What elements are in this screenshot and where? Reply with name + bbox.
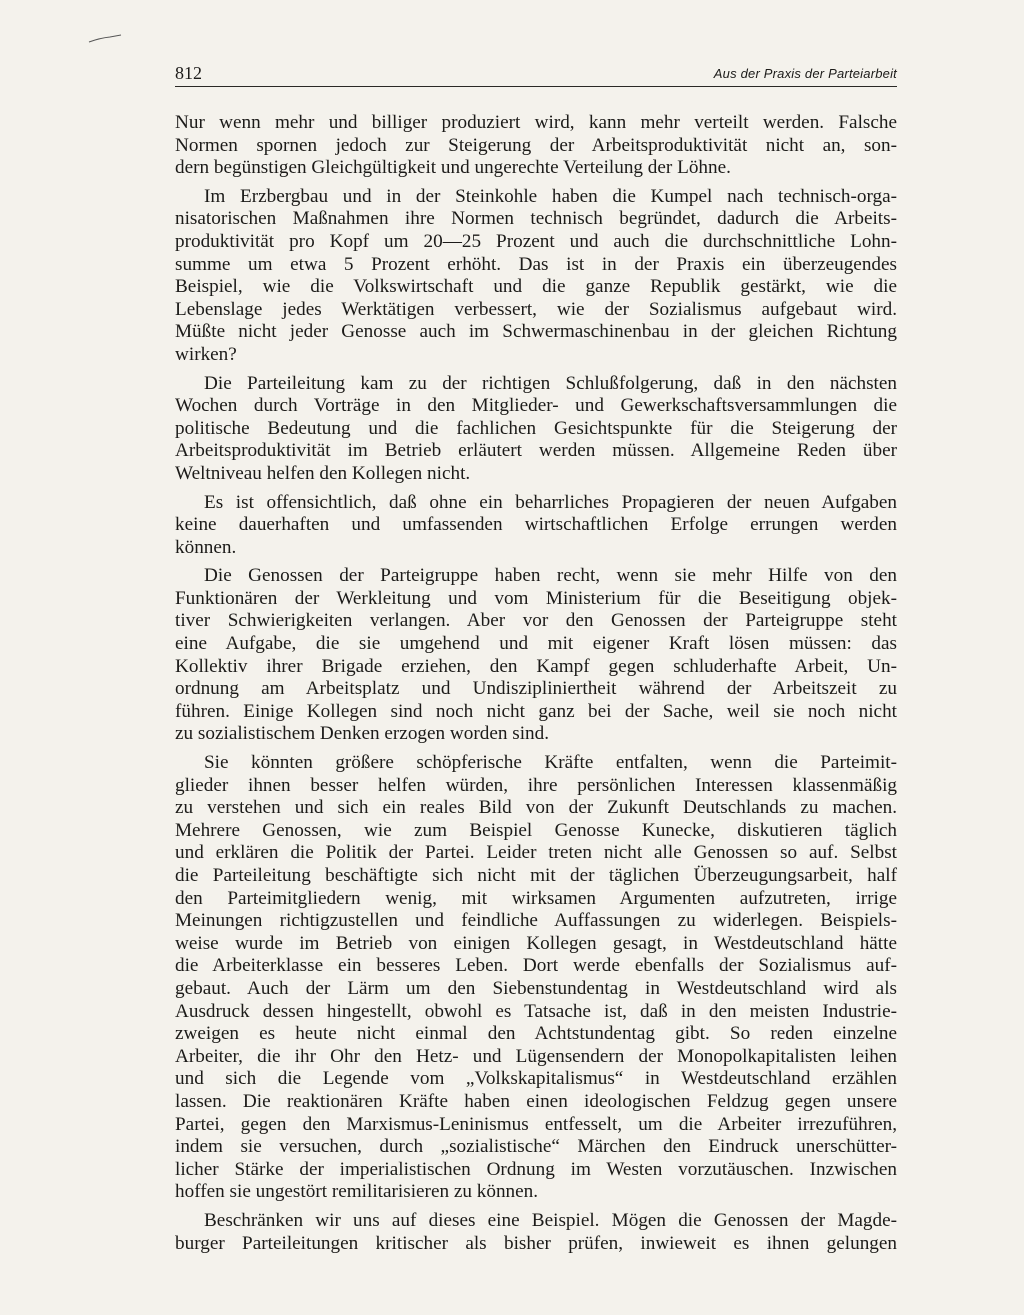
text-line: glieder ihnen besser helfen würden, ihre persönlichen Interessen klassenmäßig [175,774,897,796]
body-text [175,112,897,1261]
text-line: führen. Einige Kollegen sind noch nicht ganz bei der Sache, weil sie noch nicht [175,700,897,722]
text-line: Beispiel, wie die Volkswirtschaft und die ganze Republik gestärkt, wie die [175,276,897,298]
paragraph [175,112,897,180]
text-line: und erklären die Politik der Partei. Leider treten nicht alle Genossen so auf. Selbst [175,842,897,864]
text-line: eine Aufgabe, die sie umgehend und mit eigener Kraft lösen müssen: das [175,633,897,655]
text-line: Lebenslage jedes Werktätigen verbessert, wie der Sozialismus aufgebaut wird. [175,298,897,320]
text-line: gebaut. Auch der Lärm um den Siebenstundentag in Westdeutschland wird als [175,977,897,999]
text-line: Mehrere Genossen, wie zum Beispiel Genosse Kunecke, diskutieren täglich [175,819,897,841]
text-line: Wochen durch Vorträge in den Mitglieder- und Gewerkschaftsversammlungen die [175,395,897,417]
paragraph [175,373,897,486]
scan-mark [88,34,122,44]
text-line: zu sozialistischem Denken erzogen worden sind. [175,723,550,745]
paragraph [175,492,897,560]
page-header [175,62,897,87]
paragraph [175,1210,897,1255]
text-line: Meinungen richtigzustellen und feindliche Auffassungen zu widerlegen. Beispiels- [175,910,897,932]
text-line: burger Parteileitungen kritischer als bisher prüfen, inwieweit es ihnen gelungen [175,1232,897,1254]
text-line: keine dauerhaften und umfassenden wirtschaftlichen Erfolge errungen werden [175,514,897,536]
text-line: hoffen sie ungestört remilitarisieren zu können. [175,1181,539,1203]
text-line: zweigen es heute nicht einmal den Achtstundentag gibt. So reden einzelne [175,1023,897,1045]
text-line: dern begünstigen Gleichgültigkeit und ungerechte Verteilung der Löhne. [175,157,731,179]
text-line: Ausdruck dessen hingestellt, obwohl es Tatsache ist, daß in den meisten Industrie- [175,1000,897,1022]
text-line: ordnung am Arbeitsplatz und Undiszipliniertheit während der Arbeitszeit zu [175,678,897,700]
text-line: Es ist offensichtlich, daß ohne ein beharrliches Propagieren der neuen Aufgaben [204,491,897,513]
running-title: Aus der Praxis der Parteiarbeit [713,66,897,81]
text-line: Beschränken wir uns auf dieses eine Beispiel. Mögen die Genossen der Magde- [204,1209,897,1231]
text-line: Nur wenn mehr und billiger produziert wird, kann mehr verteilt werden. Falsche [175,112,897,133]
text-line: und sich die Legende vom „Volkskapitalismus“ in Westdeutschland erzählen [175,1068,897,1090]
text-line: Kollektiv ihrer Brigade erziehen, den Kampf gegen schluderhafte Arbeit, Un- [175,655,897,677]
paragraph [175,186,897,367]
text-line: indem sie versuchen, durch „sozialistische“ Märchen den Eindruck unerschütter- [175,1136,897,1158]
text-line: Arbeitsproduktivität im Betrieb erläutert werden müssen. Allgemeine Reden über [175,440,897,462]
page-number: 812 [175,63,202,83]
text-line: können. [175,536,237,558]
text-line: Funktionären der Werkleitung und vom Ministerium für die Beseitigung objek- [175,587,897,609]
text-line: summe um etwa 5 Prozent erhöht. Das ist in der Praxis ein überzeugendes [175,253,897,275]
text-line: Arbeiter, die ihr Ohr den Hetz- und Lügensendern der Monopolkapitalisten leihen [175,1045,897,1067]
text-line: weise wurde im Betrieb von einigen Kollegen gesagt, in Westdeutschland hätte [175,932,897,954]
text-line: wirken? [175,343,237,365]
text-line: produktivität pro Kopf um 20—25 Prozent und auch die durchschnittliche Lohn- [175,230,897,252]
text-line: den Parteimitgliedern wenig, mit wirksamen Argumenten aufzutreten, irrige [175,887,897,909]
text-line: nisatorischen Maßnahmen ihre Normen technisch begründet, dadurch die Arbeits- [175,208,897,230]
text-line: Die Parteileitung kam zu der richtigen Schlußfolgerung, daß in den nächsten [204,372,897,394]
text-line: Partei, gegen den Marxismus-Leninismus entfesselt, um die Arbeiter irrezuführen, [175,1113,897,1135]
text-line: politische Bedeutung und die fachlichen Gesichtspunkte für die Steigerung der [175,417,897,439]
paragraph [175,752,897,1204]
text-line: Die Genossen der Parteigruppe haben recht, wenn sie mehr Hilfe von den [204,565,897,587]
paragraph [175,565,897,746]
text-line: licher Stärke der imperialistischen Ordnung im Westen vorzutäuschen. Inzwischen [175,1158,897,1180]
text-line: die Arbeiterklasse ein besseres Leben. Dort werde ebenfalls der Sozialismus auf- [175,955,897,977]
text-line: Müßte nicht jeder Genosse auch im Schwermaschinenbau in der gleichen Richtung [175,321,897,343]
text-line: Weltniveau helfen den Kollegen nicht. [175,462,471,484]
text-line: die Parteileitung beschäftigte sich nicht mit der täglichen Überzeugungsarbeit, half [175,865,897,886]
text-line: zu verstehen und sich ein reales Bild von der Zukunft Deutschlands zu machen. [175,797,897,819]
text-line: Im Erzbergbau und in der Steinkohle haben die Kumpel nach technisch-orga- [204,185,897,207]
text-line: Sie könnten größere schöpferische Kräfte entfalten, wenn die Parteimit- [204,752,897,774]
text-line: lassen. Die reaktionären Kräfte haben einen ideologischen Feldzug gegen unsere [175,1090,897,1112]
text-line: Normen spornen jedoch zur Steigerung der Arbeitsproduktivität nicht an, son- [175,134,897,156]
text-line: tiver Schwierigkeiten verlangen. Aber vor den Genossen der Parteigruppe steht [175,610,897,632]
